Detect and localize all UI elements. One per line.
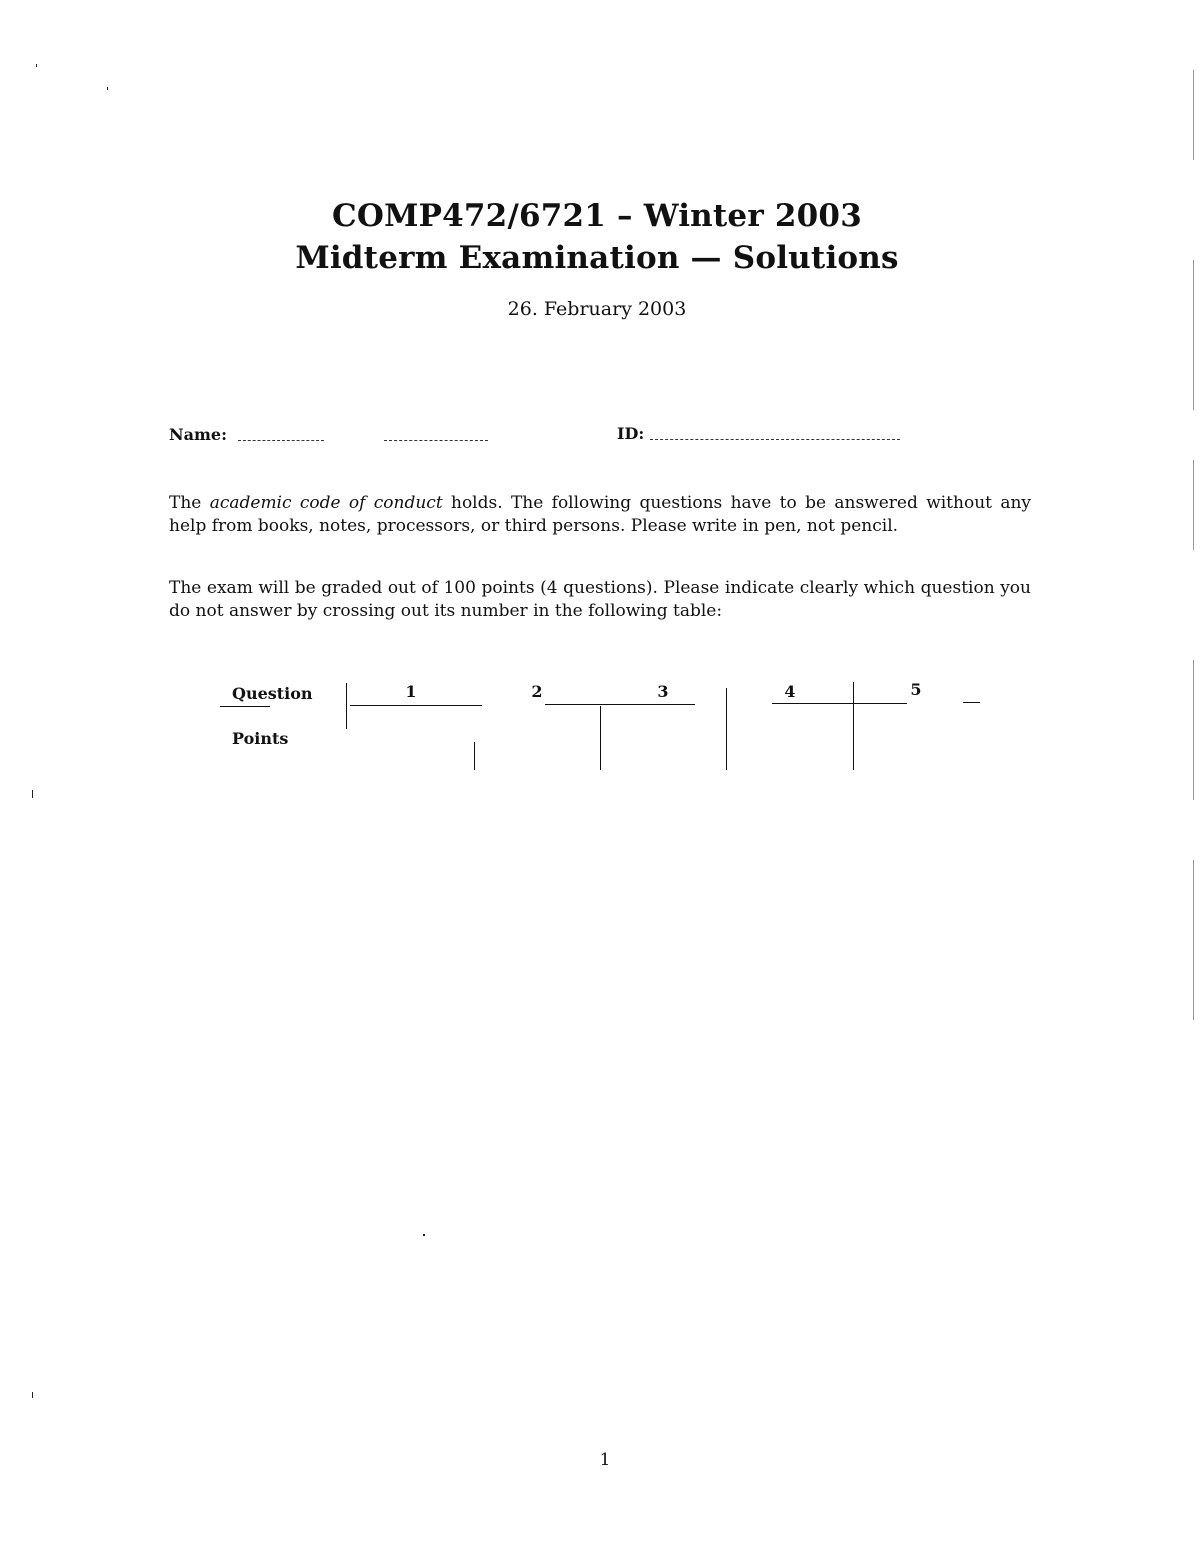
table-divider	[346, 683, 347, 729]
scan-speck	[1193, 860, 1194, 1020]
scan-speck	[1193, 460, 1194, 550]
page-number: 1	[599, 1450, 611, 1470]
conduct-text-start: The	[169, 493, 210, 513]
points-row-label: Points	[232, 729, 289, 748]
grading-paragraph: The exam will be graded out of 100 points (4 questions). Please indicate clearly which question you do not answer by crossing out its number in the following table:	[169, 578, 1031, 621]
question-number-3[interactable]: 3	[657, 682, 669, 701]
scan-speck	[32, 1392, 33, 1398]
table-rule	[350, 705, 482, 706]
table-rule	[772, 703, 907, 704]
conduct-text-rest: holds. The following questions have to be answered without any help from books, notes, processors, or third persons. Please write in pen, not pencil.	[169, 493, 1032, 536]
id-blank-line[interactable]	[650, 439, 900, 440]
table-rule	[963, 702, 980, 703]
table-divider	[600, 706, 601, 770]
question-number-2[interactable]: 2	[531, 682, 543, 701]
scan-speck	[423, 1234, 425, 1236]
scan-speck	[107, 87, 108, 90]
academic-code-emphasis: academic code of conduct	[209, 493, 443, 513]
scan-speck	[1193, 70, 1194, 160]
scan-speck	[1193, 660, 1194, 800]
table-rule	[220, 706, 270, 707]
table-rule	[545, 704, 695, 705]
name-blank-line[interactable]	[384, 440, 488, 441]
exam-title-course: COMP472/6721 – Winter 2003	[332, 198, 862, 234]
question-number-5[interactable]: 5	[910, 680, 922, 699]
exam-date: 26. February 2003	[507, 298, 687, 320]
scan-speck	[36, 64, 37, 67]
question-number-4[interactable]: 4	[784, 682, 796, 701]
table-divider	[726, 688, 727, 770]
scan-speck	[1193, 260, 1194, 410]
name-label: Name:	[169, 425, 228, 444]
exam-title-midterm: Midterm Examination — Solutions	[295, 240, 899, 276]
name-blank-line[interactable]	[238, 440, 324, 441]
question-number-1[interactable]: 1	[405, 682, 417, 701]
table-divider	[474, 742, 475, 770]
table-divider	[853, 682, 854, 770]
id-label: ID:	[617, 424, 645, 443]
conduct-paragraph	[169, 492, 1031, 538]
question-row-label: Question	[232, 684, 313, 703]
scan-speck	[32, 790, 33, 798]
